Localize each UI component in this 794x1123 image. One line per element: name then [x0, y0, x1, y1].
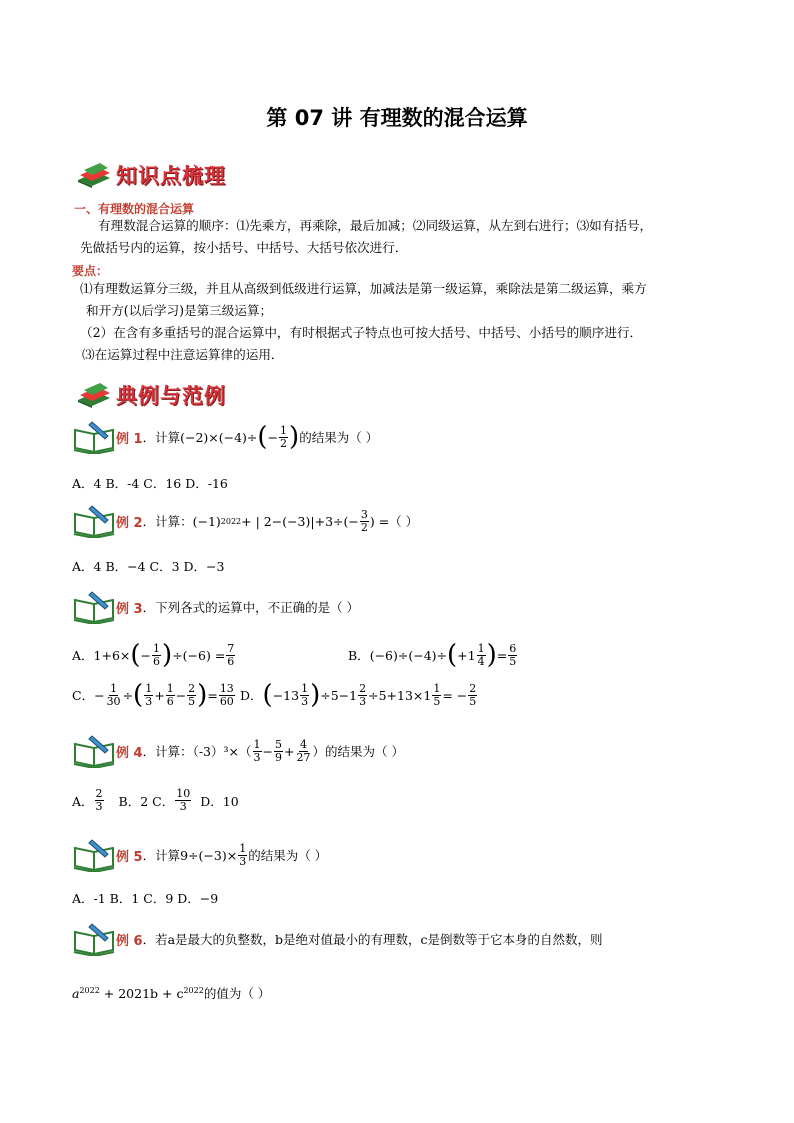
fraction: $\frac{1}{5}$: [433, 681, 441, 708]
option-expression: +1: [457, 647, 476, 663]
fraction: $\frac{5}{9}$: [274, 737, 282, 764]
books-icon: [76, 162, 112, 188]
example-suffix: ）的结果为（ ）: [312, 744, 404, 759]
example-3: [72, 590, 359, 624]
fraction: $\frac{1}{3}$: [253, 737, 261, 764]
example-3-option-d: [240, 682, 478, 708]
option-expression: ÷5+13×1: [368, 687, 432, 703]
option-expression: −13: [272, 687, 300, 703]
variable-a: a: [72, 986, 80, 1001]
example-5-options: A．-1 B．1 C．9 D．−9: [72, 891, 219, 906]
expression: 9÷(−3)×: [180, 847, 238, 863]
plus-sign: +: [154, 687, 165, 703]
key-points-label: 要点：: [72, 264, 109, 278]
example-1: [72, 420, 378, 454]
examples-banner: [76, 380, 226, 410]
option-expression: ÷: [122, 687, 134, 703]
para-line-1: 有理数混合运算的顺序：⑴先乘方，再乘除，最后加减；⑵同级运算，从左到右进行；⑶如有括号，: [98, 218, 653, 233]
example-prefix: ．下列各式的运算中，不正确的是（ ）: [142, 600, 360, 615]
minus-sign: −: [140, 647, 152, 663]
example-suffix: 的结果为（ ）: [299, 430, 379, 445]
books-icon: [76, 382, 112, 408]
fraction: $\frac{2}{3}$: [95, 787, 103, 813]
page-title: 第 07 讲 有理数的混合运算: [266, 106, 528, 130]
example-2: [72, 504, 418, 538]
point3: ⑶在运算过程中注意运算律的运用．: [82, 347, 284, 362]
fraction: $\frac{1}{30}$: [106, 681, 121, 708]
example-label: 例 1: [116, 431, 143, 447]
fraction: $\frac{4}{27}$: [296, 737, 311, 764]
left-paren: (: [257, 422, 268, 452]
example-5: [72, 838, 327, 872]
right-paren: ): [289, 422, 300, 452]
fraction: $\frac{1}{3}$: [145, 681, 153, 708]
example-3-option-a: [72, 642, 236, 668]
example-suffix: 的值为（ ）: [203, 986, 271, 1001]
fraction: $\frac{1}{3}$: [301, 681, 309, 708]
example-label: 例 6: [116, 933, 143, 949]
example-label: 例 2: [116, 515, 143, 531]
minus-sign: −: [262, 743, 273, 759]
minus-sign: −: [175, 687, 187, 703]
option-letter: A．: [72, 793, 94, 809]
right-paren: ): [310, 680, 321, 710]
right-paren: ): [486, 640, 497, 670]
exponent: 2022: [183, 985, 204, 995]
fraction: $\frac{2}{3}$: [359, 681, 367, 708]
fraction: $\frac{3}{2}$: [360, 507, 368, 534]
fraction: $\frac{1}{6}$: [166, 681, 174, 708]
fraction: $\frac{10}{3}$: [176, 787, 191, 813]
option-text: D．10: [200, 793, 239, 809]
left-paren: (: [133, 680, 144, 710]
example-prefix: ．计算：（-3）³×（: [142, 744, 252, 759]
example-prefix: ．计算：: [142, 514, 193, 529]
option-text: B．2 C．: [118, 793, 175, 809]
fraction: $\frac{13}{60}$: [219, 681, 234, 708]
point1-line-2: 和开方(以后学习)是第三级运算；: [86, 303, 273, 318]
fraction: $\frac{2}{5}$: [469, 681, 477, 708]
example-label: 例 4: [116, 745, 143, 761]
example-1-options: A．4 B．-4 C．16 D．-16: [72, 476, 228, 491]
knowledge-banner-text: 知识点梳理: [116, 164, 226, 188]
fraction: $\frac{1}{6}$: [153, 641, 161, 668]
option-expression: (−6)÷(−4)÷: [369, 647, 447, 663]
fraction: $\frac{2}{5}$: [188, 681, 196, 708]
expression-end: ) =: [369, 513, 390, 529]
fraction: $\frac{6}{5}$: [509, 641, 517, 668]
left-paren: (: [262, 680, 273, 710]
example-3-option-b: [348, 642, 518, 668]
example-prefix: ．计算: [142, 430, 181, 445]
example-suffix: 的结果为（ ）: [248, 848, 328, 863]
open-book-pencil-icon: [72, 838, 118, 872]
open-book-pencil-icon: [72, 504, 118, 538]
fraction: $\frac{1}{3}$: [239, 841, 247, 868]
exponent: 2022: [220, 516, 242, 526]
open-book-pencil-icon: [72, 922, 118, 956]
expression: (−2)×(−4)÷: [180, 429, 258, 445]
left-paren: (: [130, 640, 141, 670]
option-letter: B．: [348, 648, 370, 663]
fraction: $\frac{7}{6}$: [227, 641, 235, 668]
example-text: ．若a是最大的负整数，b是绝对值最小的有理数，c是倒数等于它本身的自然数，则: [142, 932, 603, 947]
section-heading: 一、有理数的混合运算: [74, 202, 195, 216]
right-paren: ): [162, 640, 173, 670]
knowledge-banner: [76, 160, 226, 190]
option-expression: 1+6×: [93, 647, 131, 663]
example-4-options: [72, 788, 239, 813]
point2: （2）在含有多重括号的混合运算中，有时根据式子特点也可按大括号、中括号、小括号的顺序进行．: [80, 325, 643, 340]
right-paren: ): [197, 680, 208, 710]
option-expression: =: [207, 687, 218, 703]
example-6: [72, 922, 603, 956]
option-expression: ÷5−1: [320, 687, 358, 703]
option-expression: = −: [442, 687, 468, 703]
expression-base: (−1): [192, 513, 221, 529]
open-book-pencil-icon: [72, 590, 118, 624]
minus-sign: −: [94, 687, 105, 703]
example-3-option-c: [72, 682, 236, 708]
option-expression: ÷(−6) =: [172, 647, 226, 663]
fraction: $\frac{1}{4}$: [477, 641, 485, 668]
expression: + 2021b + c: [99, 986, 184, 1001]
example-label: 例 5: [116, 849, 143, 865]
left-paren: (: [447, 640, 458, 670]
fraction: $\frac{1}{2}$: [280, 423, 288, 450]
minus-sign: −: [267, 429, 279, 445]
option-letter: D．: [240, 688, 263, 703]
para-line-2: 先做括号内的运算，按小括号、中括号、大括号依次进行．: [80, 240, 408, 255]
expression-mid: + | 2−(−3)|+3÷(−: [241, 513, 359, 529]
example-4: [72, 734, 404, 768]
open-book-pencil-icon: [72, 420, 118, 454]
open-book-pencil-icon: [72, 734, 118, 768]
option-expression: =: [496, 647, 508, 663]
option-letter: C．: [72, 688, 95, 703]
option-letter: A．: [72, 648, 94, 663]
example-6-line-2: [72, 984, 270, 1002]
example-label: 例 3: [116, 601, 143, 617]
example-suffix: （ ）: [389, 514, 419, 529]
example-prefix: ．计算: [142, 848, 181, 863]
point1-line-1: ⑴有理数运算分三级，并且从高级到低级进行运算，加减法是第一级运算，乘除法是第二级运算，乘方: [80, 281, 647, 296]
examples-banner-text: 典例与范例: [116, 384, 226, 408]
plus-sign: +: [283, 743, 295, 759]
exponent: 2022: [79, 985, 100, 995]
example-2-options: A．4 B．−4 C．3 D．−3: [72, 559, 225, 574]
